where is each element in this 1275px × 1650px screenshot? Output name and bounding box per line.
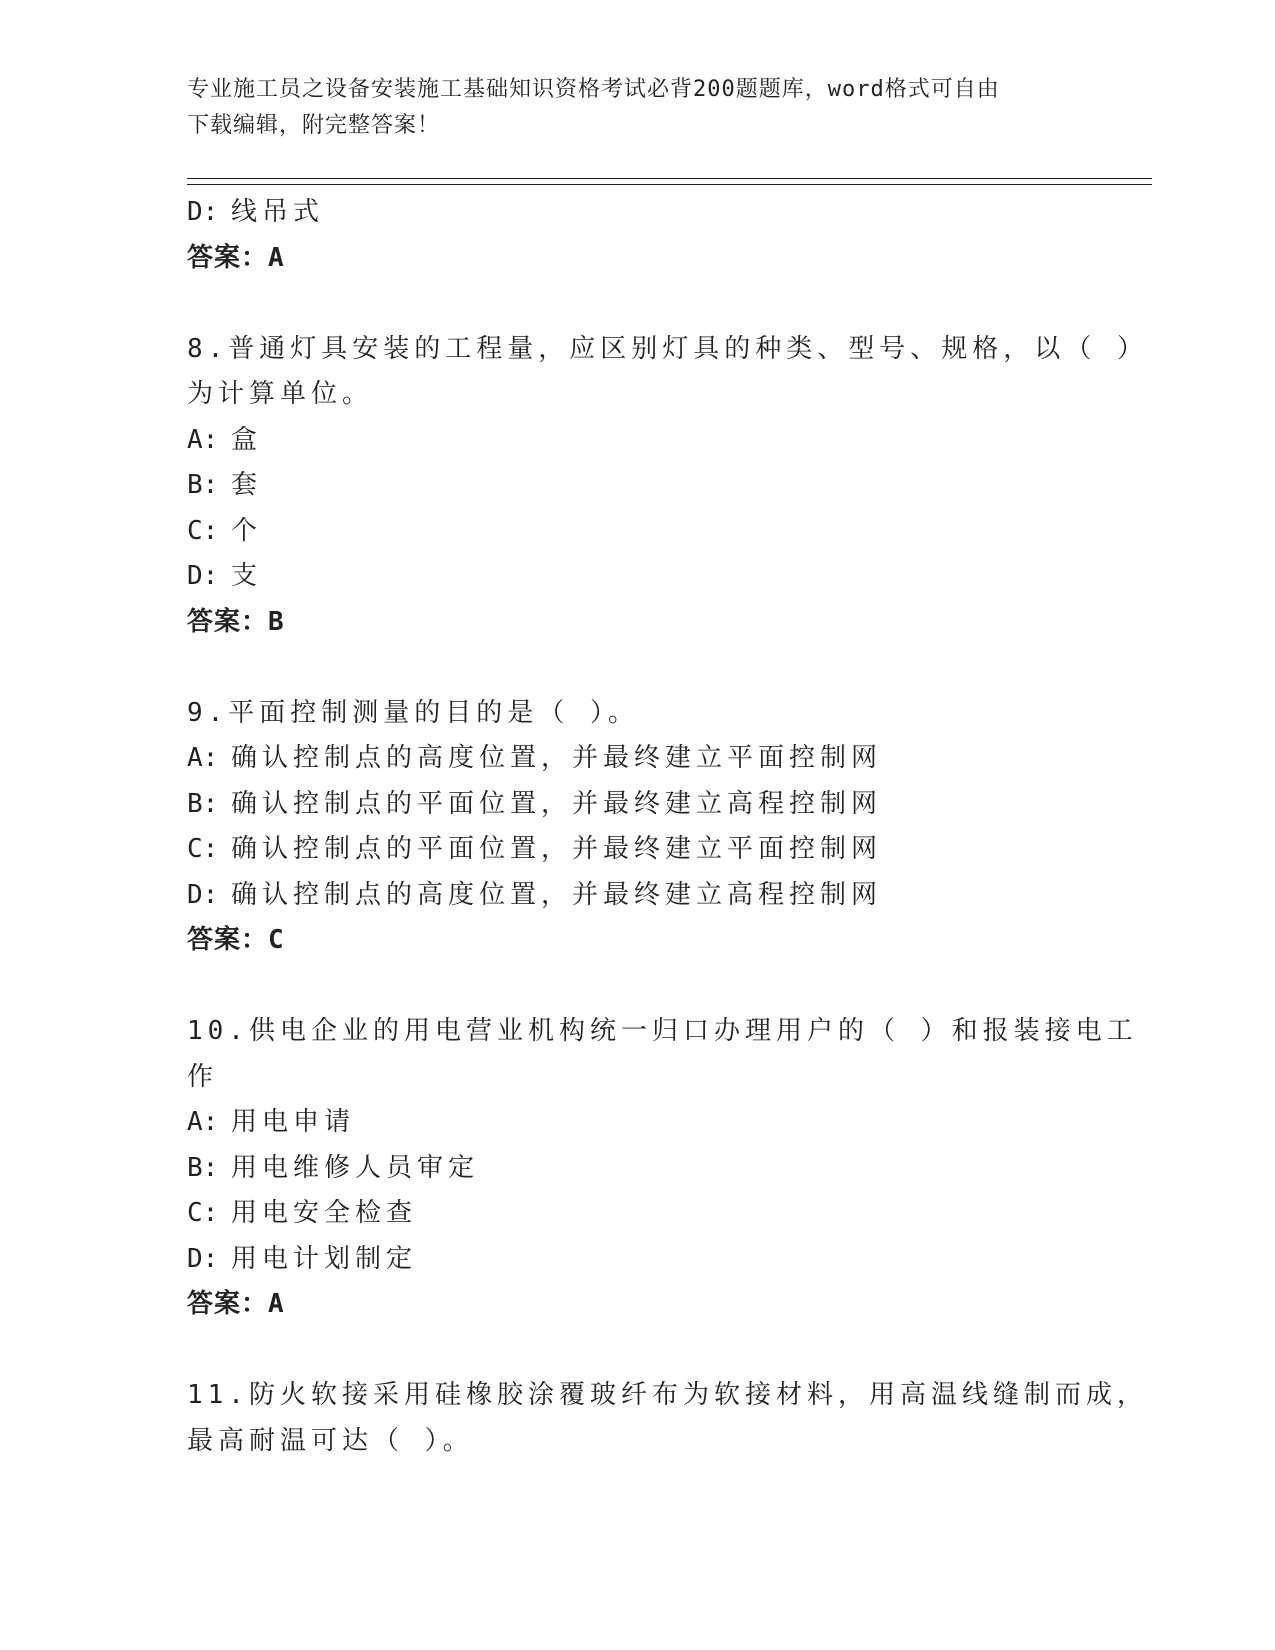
option-key: B: xyxy=(187,788,219,819)
option-key: C: xyxy=(187,1198,219,1228)
q11-stem-line-1: 11.防火软接采用硅橡胶涂覆玻纤布为软接材料，用高温线缝制而成， xyxy=(187,1380,1148,1410)
q8-option-a xyxy=(187,418,1067,464)
q7-answer: 答案：A xyxy=(187,242,285,273)
q11-stem-line-2: 最高耐温可达（ ）。 xyxy=(187,1425,474,1456)
option-text: 确认控制点的平面位置，并最终建立平面控制网 xyxy=(231,834,883,864)
option-text: 用电安全检查 xyxy=(231,1198,418,1228)
spacer xyxy=(187,964,1067,1010)
q9-answer: 答案：C xyxy=(187,925,285,955)
q9-option-b xyxy=(187,782,1067,828)
option-text: 支 xyxy=(231,561,263,591)
option-key: D: xyxy=(187,561,219,591)
option-key: A: xyxy=(187,424,219,455)
q10-stem-line-1: 10.供电企业的用电营业机构统一归口办理用户的（ ）和报装接电工 xyxy=(187,1016,1138,1046)
q10-stem-line-2: 作 xyxy=(187,1061,219,1092)
q7-option-d xyxy=(187,190,1067,236)
spacer xyxy=(187,281,1067,327)
question-list xyxy=(187,190,1148,1464)
option-text: 套 xyxy=(231,470,263,500)
option-key: D: xyxy=(187,197,219,227)
q8-option-d xyxy=(187,554,1067,600)
option-text: 用电维修人员审定 xyxy=(231,1152,480,1183)
option-key: C: xyxy=(187,834,219,864)
q9-stem-line-1: 9.平面控制测量的目的是（ ）。 xyxy=(187,697,639,728)
q10-option-a xyxy=(187,1100,1067,1146)
option-text: 线吊式 xyxy=(231,197,325,227)
q10-option-b xyxy=(187,1146,1067,1192)
option-text: 盒 xyxy=(231,424,263,455)
option-key: D: xyxy=(187,1243,219,1274)
q9-option-c xyxy=(187,827,1067,873)
option-key: A: xyxy=(187,1107,219,1137)
option-key: A: xyxy=(187,743,219,773)
q8-option-c xyxy=(187,509,1067,555)
option-text: 用电申请 xyxy=(231,1107,356,1137)
option-key: B: xyxy=(187,470,219,500)
q10-option-c xyxy=(187,1191,1067,1237)
option-text: 确认控制点的平面位置，并最终建立高程控制网 xyxy=(231,788,883,819)
q10-answer: 答案：A xyxy=(187,1289,285,1319)
option-text: 个 xyxy=(231,515,263,546)
q9-option-d xyxy=(187,873,1067,919)
header-line-2: 下载编辑，附完整答案！ xyxy=(187,113,441,138)
spacer xyxy=(187,1328,1067,1374)
q8-stem-line-2: 为计算单位。 xyxy=(187,379,374,409)
q8-stem-line-1: 8.普通灯具安装的工程量，应区别灯具的种类、型号、规格，以（ ） xyxy=(187,333,1148,364)
spacer xyxy=(187,645,1067,691)
option-text: 确认控制点的高度位置，并最终建立平面控制网 xyxy=(231,743,883,773)
option-key: D: xyxy=(187,879,219,910)
page-header xyxy=(187,72,1067,144)
header-line-1: 专业施工员之设备安装施工基础知识资格考试必背200题题库，word格式可自由 xyxy=(187,77,1000,102)
option-text: 确认控制点的高度位置，并最终建立高程控制网 xyxy=(231,879,883,910)
header-divider xyxy=(187,178,1152,185)
q8-option-b xyxy=(187,463,1067,509)
q8-answer: 答案：B xyxy=(187,606,285,637)
option-key: C: xyxy=(187,515,219,546)
option-text: 用电计划制定 xyxy=(231,1243,418,1274)
q9-option-a xyxy=(187,736,1067,782)
option-key: B: xyxy=(187,1152,219,1183)
q10-option-d xyxy=(187,1237,1067,1283)
